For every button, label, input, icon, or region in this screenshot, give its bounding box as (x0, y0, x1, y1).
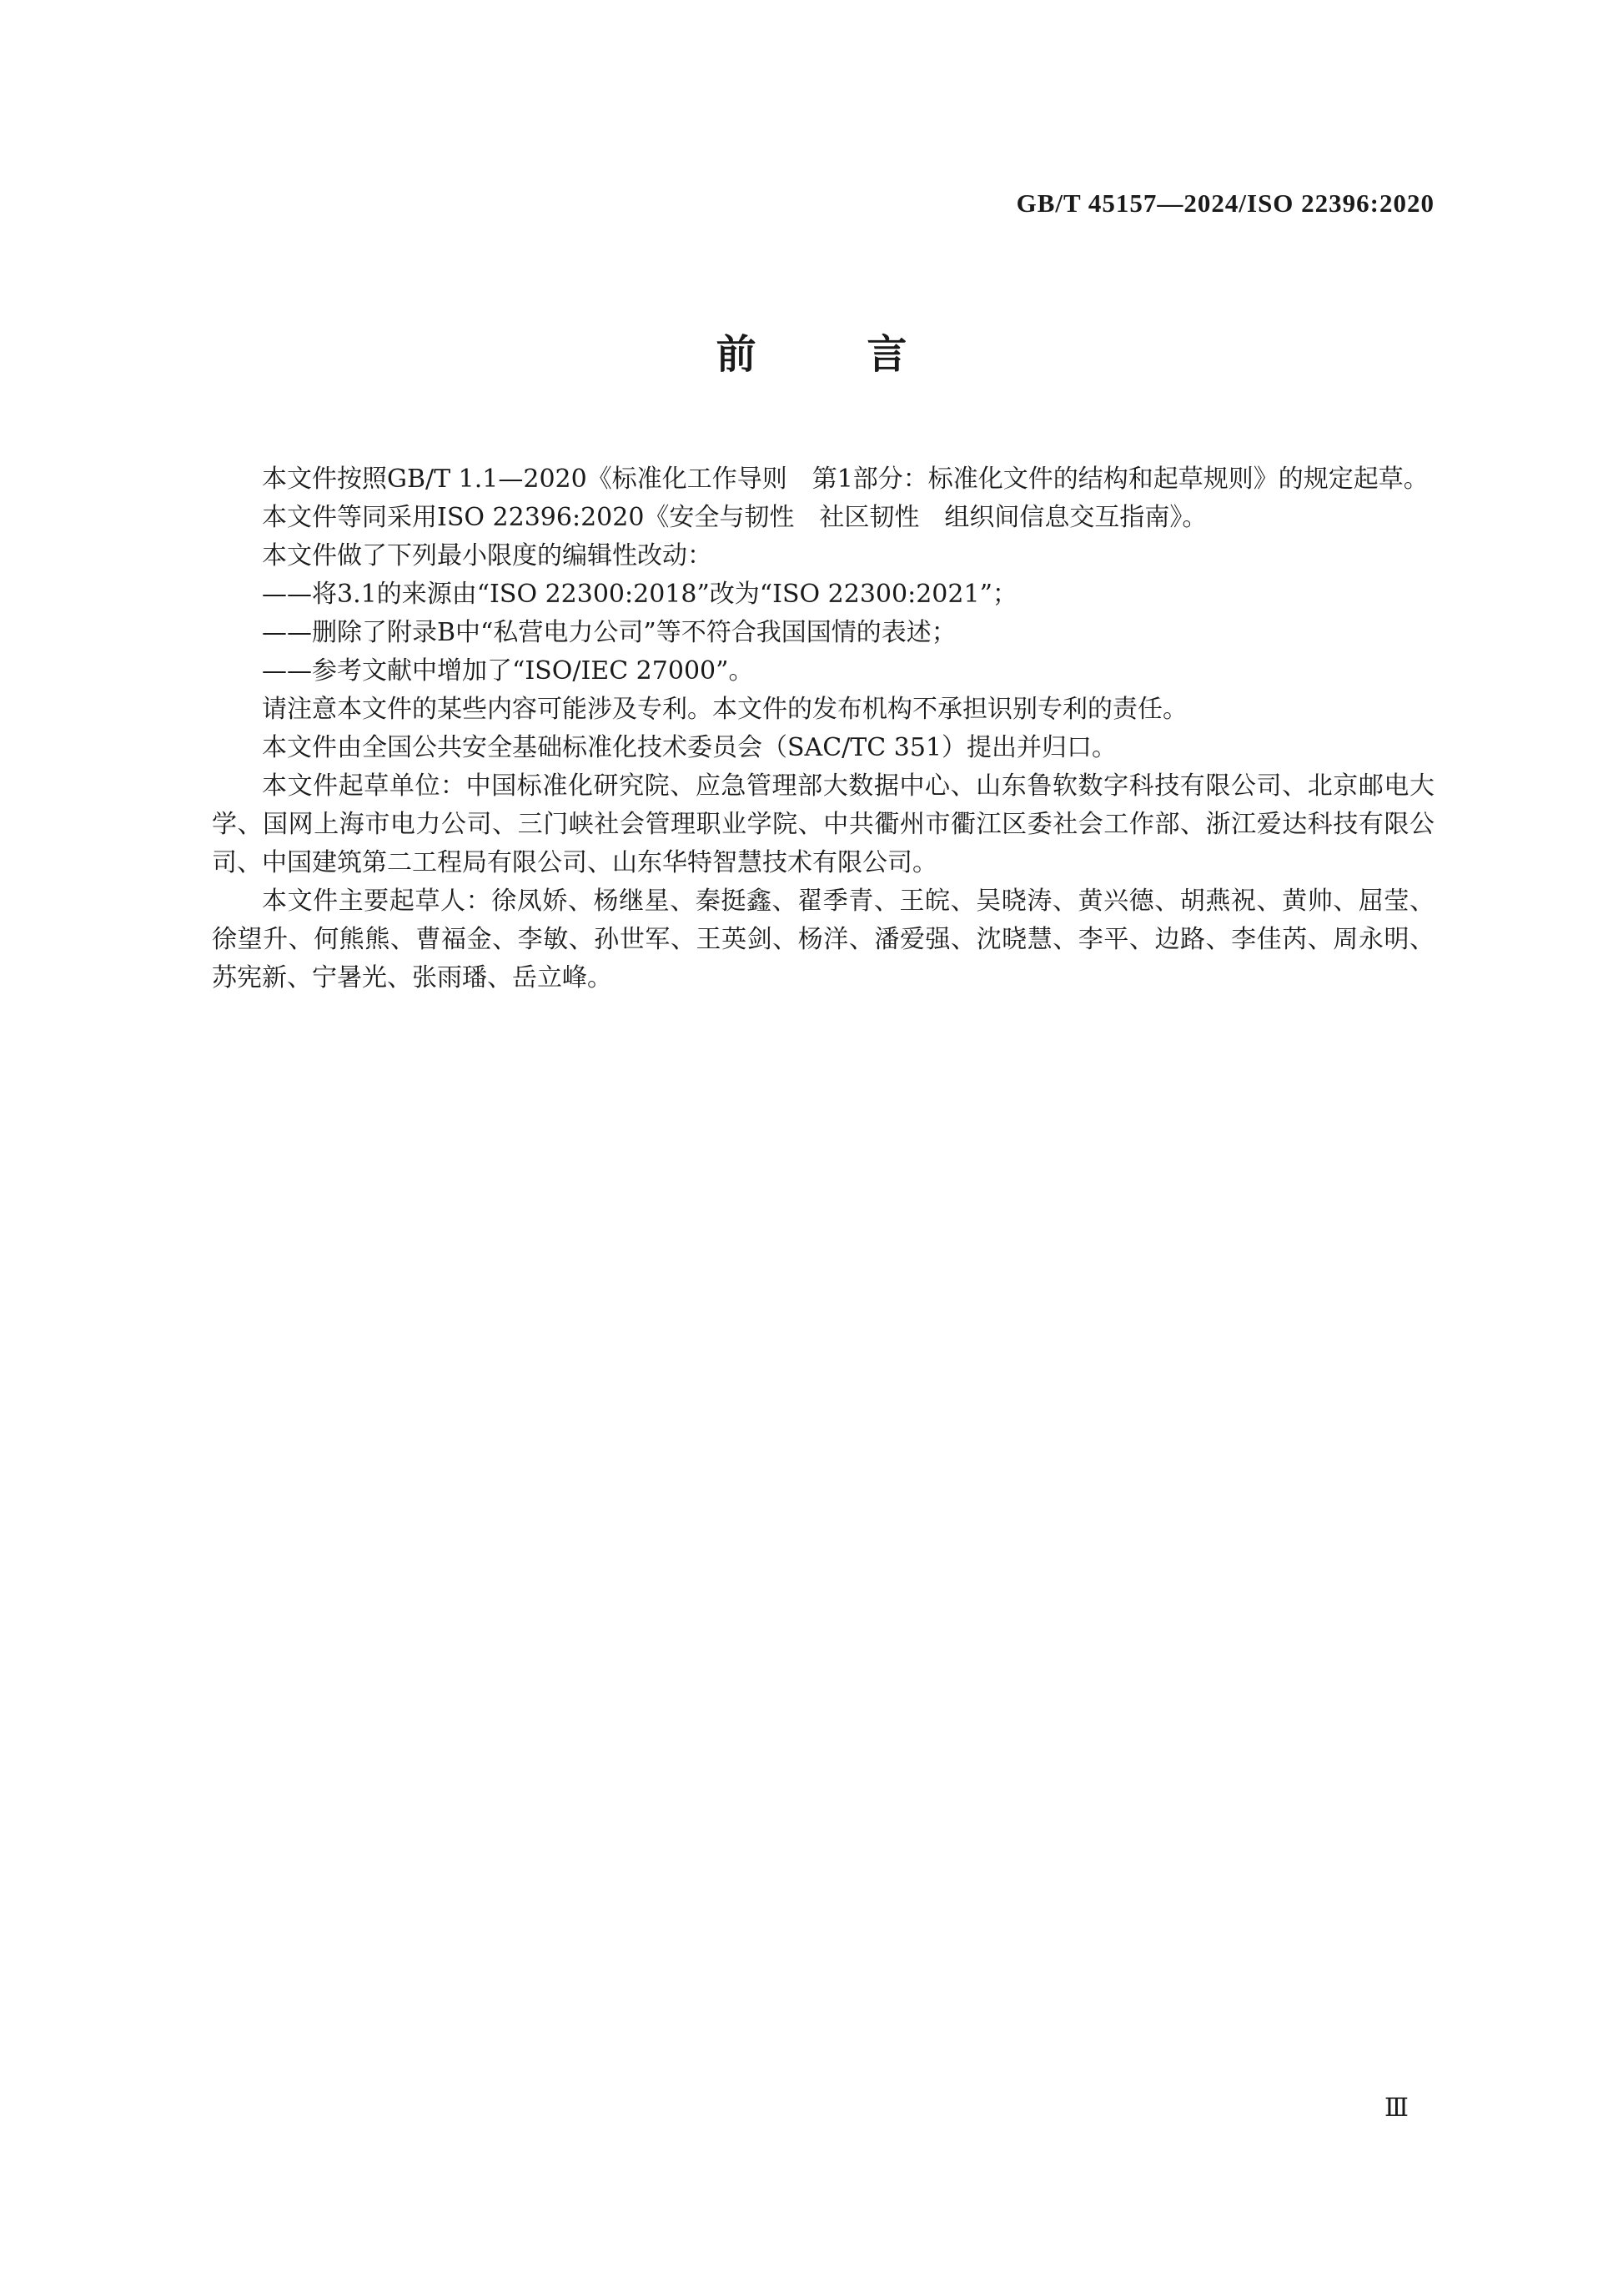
list-item-edit-1: ——将3.1的来源由“ISO 22300:2018”改为“ISO 22300:2021”； (262, 580, 1018, 609)
list-item-edit-2: ——删除了附录B中“私营电力公司”等不符合我国国情的表述； (262, 618, 957, 647)
page-title: 前 言 (716, 331, 956, 378)
paragraph-committee: 本文件由全国公共安全基础标准化技术委员会（SAC/TC 351）提出并归口。 (262, 733, 1118, 762)
paragraph-patent-notice: 请注意本文件的某些内容可能涉及专利。本文件的发布机构不承担识别专利的责任。 (262, 695, 1188, 724)
paragraph-drafting-units: 本文件起草单位：中国标准化研究院、应急管理部大数据中心、山东鲁软数字科技有限公司、北京邮电大学、国网上海市电力公司、三门峡社会管理职业学院、中共衢州市衢江区委社会工作部、浙江爱达科技有限公司、中国建筑第二工程局有限公司、山东华特智慧技术有限公司。 (212, 771, 1435, 877)
paragraph-drafters: 本文件主要起草人：徐凤娇、杨继星、秦挺鑫、翟季青、王皖、吴晓涛、黄兴德、胡燕祝、黄帅、屈莹、徐望升、何熊熊、曹福金、李敏、孙世军、王英剑、杨洋、潘爱强、沈晓慧、李平、边路、李佳芮、周永明、苏宪新、宁暑光、张雨璠、岳立峰。 (212, 887, 1435, 992)
list-item-edit-3: ——参考文献中增加了“ISO/IEC 27000”。 (262, 656, 754, 686)
paragraph-adoption: 本文件等同采用ISO 22396:2020《安全与韧性 社区韧性 组织间信息交互指南》。 (262, 503, 1208, 532)
standard-code: GB/T 45157—2024/ISO 22396:2020 (1016, 188, 1435, 218)
page-number: Ⅲ (1384, 2094, 1409, 2122)
paragraph-edits-intro: 本文件做了下列最小限度的编辑性改动： (262, 541, 712, 570)
paragraph-drafting-rules: 本文件按照GB/T 1.1—2020《标准化工作导则 第1部分：标准化文件的结构和起草规则》的规定起草。 (262, 465, 1429, 494)
foreword-body (212, 460, 1435, 997)
